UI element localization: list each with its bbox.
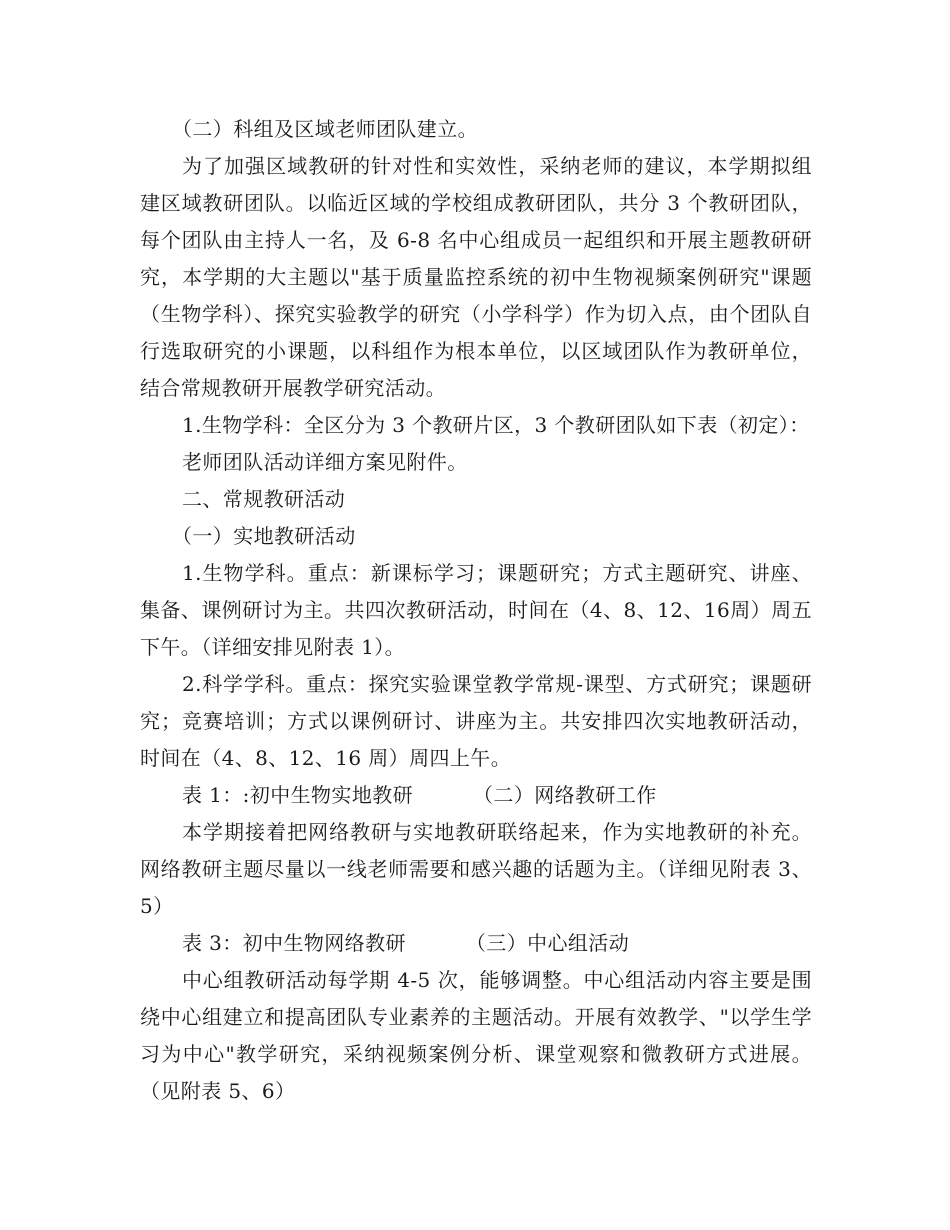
document-body <box>140 111 812 1110</box>
table-caption-1: 表 1：:初中生物实地教研 <box>182 783 414 807</box>
paragraph-biology-field: 1.生物学科。重点：新课标学习；课题研究；方式主题研究、讲座、集备、课例研讨为主。共四次教研活动，时间在（4、8、12、16周）周五下午。（详细安排见附表 1）。 <box>140 561 812 659</box>
paragraph-science-field: 2.科学学科。重点：探究实验课堂教学常规-课型、方式研究；课题研究；竞赛培训；方式以课例研讨、讲座为主。共安排四次实地教研活动，时间在（4、8、12、16 周）周四上午。 <box>140 672 812 770</box>
line-table3-center-heading <box>140 925 812 962</box>
heading-team-building: （二）科组及区域老师团队建立。 <box>172 117 478 141</box>
heading-regular-activities: 二、常规教研活动 <box>182 487 346 511</box>
paragraph-regional-teams: 为了加强区域教研的针对性和实效性，采纳老师的建议，本学期拟组建区域教研团队。以临近区域的学校组成教研团队，共分 3 个教研团队，每个团队由主持人一名，及 6-8 名中心组成员一起组织和开展主题教研研究，本学期的大主题以"基于质量监控系统的初中生物视频案例研究"课题（生物学科）、探究实验教学的研究（小学科学）作为切入点，由个团队自行选取研究的小课题，以科组作为根本单位，以区域团队作为教研单位，结合常规教研开展教学研究活动。 <box>140 154 812 400</box>
paragraph-center-group: 中心组教研活动每学期 4-5 次，能够调整。中心组活动内容主要是围绕中心组建立和提高团队专业素养的主题活动。开展有效教学、"以学生学习为中心"教学研究，采纳视频案例分析、课堂观察和微教研方式进展。（见附表 5、6） <box>140 968 812 1103</box>
line-table1-network-heading <box>140 777 812 814</box>
paragraph-network-research: 本学期接着把网络教研与实地教研联络起来，作为实地教研的补充。网络教研主题尽量以一线老师需要和感兴趣的话题为主。（详细见附表 3、5） <box>140 820 812 918</box>
paragraph-attachment-note: 老师团队活动详细方案见附件。 <box>182 450 468 474</box>
table-caption-3: 表 3：初中生物网络教研 <box>182 931 406 955</box>
heading-center-group: （三）中心组活动 <box>465 931 630 955</box>
paragraph-biology-regions: 1.生物学科：全区分为 3 个教研片区，3 个教研团队如下表（初定）： <box>182 413 810 437</box>
heading-network-research: （二）网络教研工作 <box>473 783 657 807</box>
heading-field-activities: （一）实地教研活动 <box>172 524 356 548</box>
